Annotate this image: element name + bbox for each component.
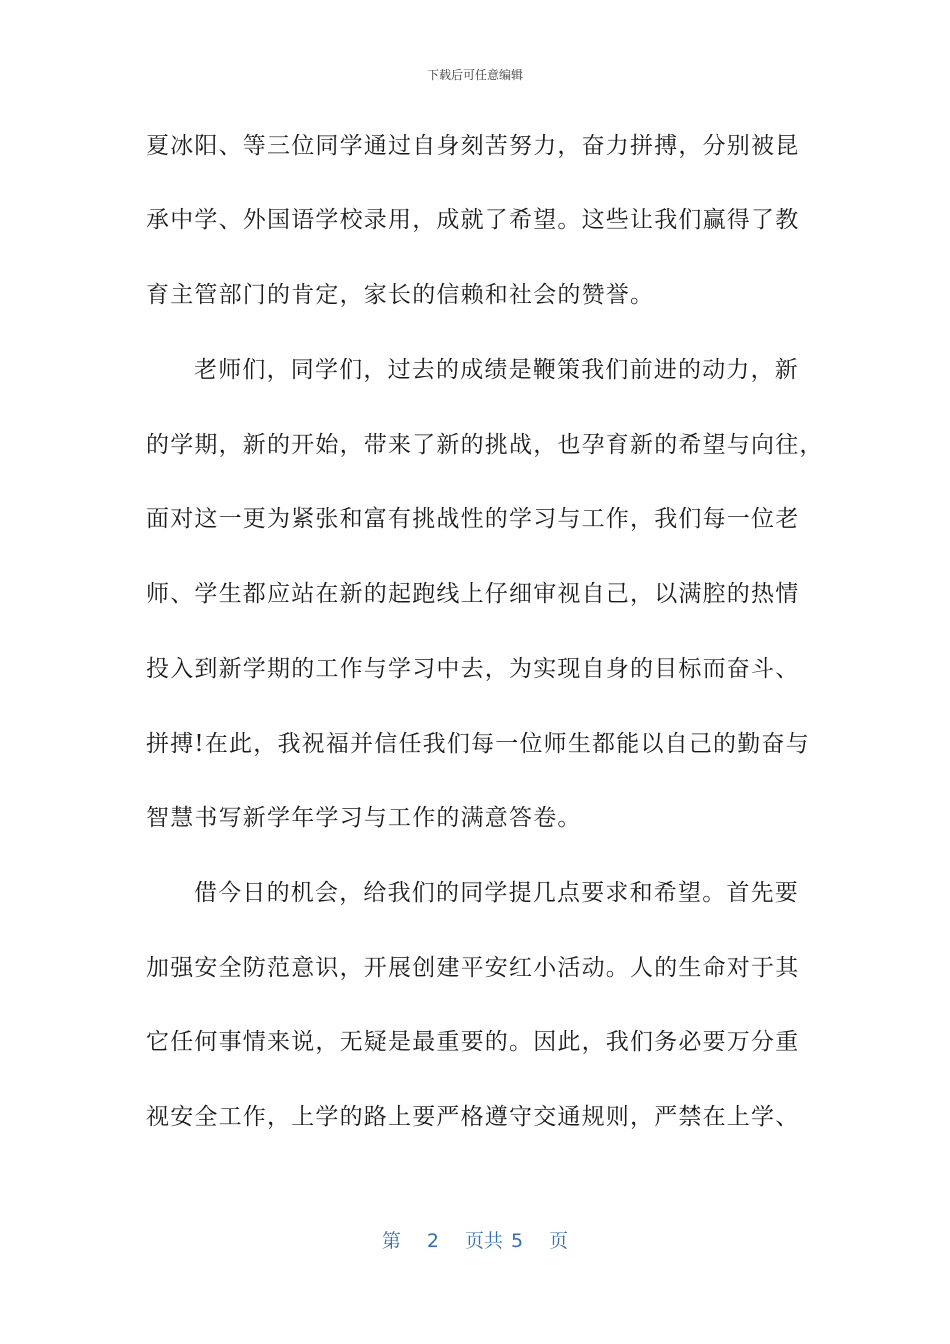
footer-suffix: 页	[549, 1230, 569, 1252]
body-line: 加强安全防范意识，开展创建平安红小活动。人的生命对于其	[146, 955, 800, 981]
body-line: 面对这一更为紧张和富有挑战性的学习与工作，我们每一位老	[146, 506, 800, 532]
paragraph-first-line: 老师们，同学们，过去的成绩是鞭策我们前进的动力，新	[194, 357, 799, 383]
page-footer	[0, 1226, 950, 1253]
body-line: 视安全工作，上学的路上要严格遵守交通规则，严禁在上学、	[146, 1104, 800, 1130]
paragraph-first-line: 借今日的机会，给我们的同学提几点要求和希望。首先要	[194, 880, 799, 906]
current-page-number: 2	[426, 1230, 439, 1252]
footer-middle: 页共	[464, 1230, 503, 1252]
total-pages-number: 5	[511, 1230, 524, 1252]
body-line: 的学期，新的开始，带来了新的挑战，也孕育新的希望与向往，	[146, 432, 824, 458]
header-note: 下载后可任意编辑	[426, 68, 523, 82]
body-line: 投入到新学期的工作与学习中去，为实现自身的目标而奋斗、	[146, 656, 800, 682]
body-line: 它任何事情来说，无疑是最重要的。因此，我们务必要万分重	[146, 1029, 800, 1055]
body-line: 拼搏!在此，我祝福并信任我们每一位师生都能以自己的勤奋与	[146, 731, 810, 757]
body-line: 智慧书写新学年学习与工作的满意答卷。	[146, 805, 582, 831]
body-line: 承中学、外国语学校录用，成就了希望。这些让我们赢得了教	[146, 207, 800, 233]
body-line: 师、学生都应站在新的起跑线上仔细审视自己，以满腔的热情	[146, 581, 800, 607]
footer-prefix: 第	[381, 1230, 401, 1252]
body-line: 夏冰阳、等三位同学通过自身刻苦努力，奋力拼搏，分别被昆	[146, 133, 800, 159]
body-line: 育主管部门的肯定，家长的信赖和社会的赞誉。	[146, 282, 655, 308]
